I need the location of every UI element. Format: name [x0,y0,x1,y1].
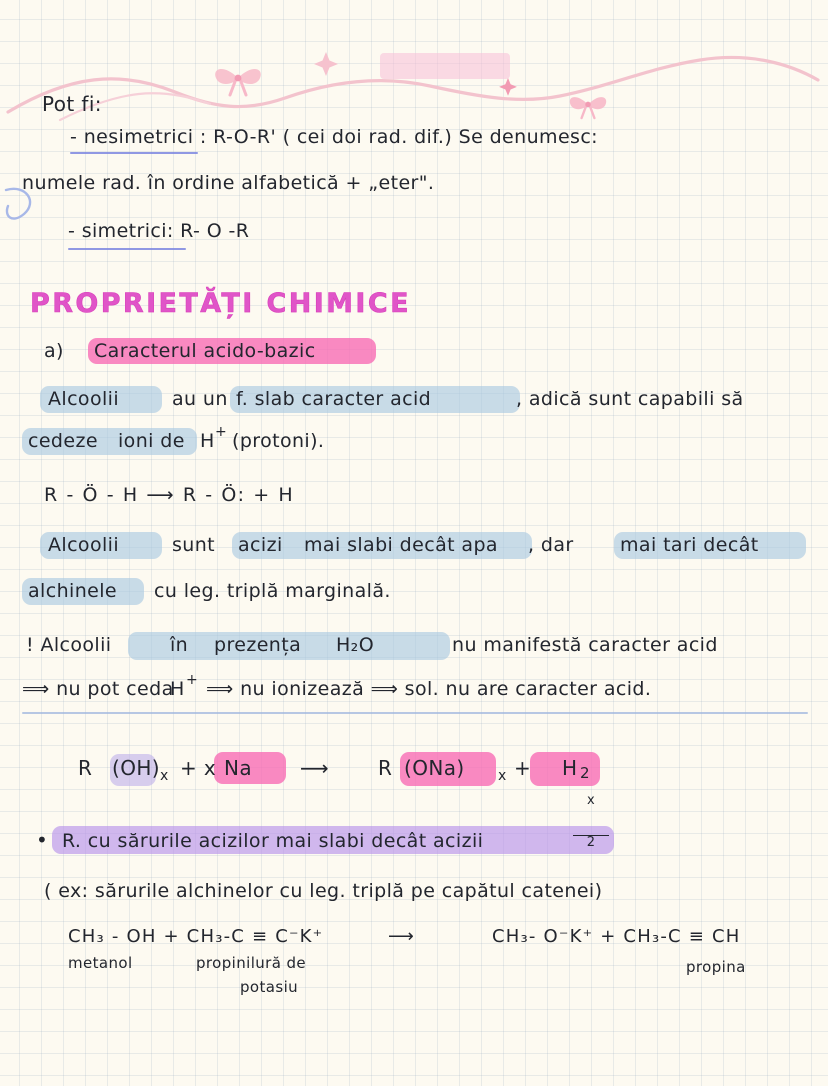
eq2-oh: (OH) [112,756,160,780]
pink-ribbon-swirl-icon [0,20,828,130]
p3-nu-pot-ceda: ⟹ nu pot ceda [22,678,174,700]
p1-h: H [200,430,215,452]
p1-cedeze: cedeze [28,430,98,452]
eq2-ona: (ONa) [404,756,465,780]
heading-proprietati-chimice: PROPRIETĂȚI CHIMICE [30,288,411,319]
section-a-title: Caracterul acido-bazic [94,340,316,362]
line-numele-rad: numele rad. în ordine alfabetică + „eter". [22,172,435,194]
equation-alcool-ionizare: R - Ö - H ⟶ R - Ö: + H [44,484,295,506]
p3-h2o: H₂O [336,634,375,656]
p3-nu-ionizeaza: ⟹ nu ionizează ⟹ sol. nu are caracter acid. [206,678,652,700]
eq2-plus-x: + x [180,756,217,780]
p1-alcoolii: Alcoolii [48,388,120,410]
eq3-label-propinilura: propinilură de [196,954,307,972]
p2-leg-tripla: cu leg. triplă marginală. [154,580,391,602]
p3-h: H [170,678,185,700]
eq2-frac-den: 2 [573,835,609,850]
p1-slab-caracter-acid: f. slab caracter acid [236,388,432,410]
eq3-arrow: ⟶ [388,926,416,947]
underline-paragraph3 [22,712,808,714]
line-pot-fi: Pot fi: [42,92,102,116]
p1-h-plus: + [215,424,228,440]
eq3-left: CH₃ - OH + CH₃-C ≡ C⁻K⁺ [68,926,324,947]
eq3-right: CH₃- O⁻K⁺ + CH₃-C ≡ CH [492,926,741,947]
line-nesimetrici: - nesimetrici : R-O-R' ( cei doi rad. dif.) Se denumesc: [70,126,598,148]
eq2-h-sub: 2 [580,764,590,782]
eq2-ona-sub: x [498,768,507,784]
p2-mai-slabi-decat-apa: mai slabi decât apa [304,534,498,556]
p2-mai-tari-decat: mai tari decât [620,534,759,556]
p2-acizi: acizi [238,534,283,556]
eq2-na: Na [224,756,253,780]
eq2-arrow: ⟶ [300,756,330,780]
p1-adica: , adică sunt capabili să [516,388,744,410]
p2-alcoolii: Alcoolii [48,534,120,556]
p1-ioni-de: ioni de [118,430,185,452]
bullet-dot: • [36,828,49,852]
example-text: ( ex: sărurile alchinelor cu leg. triplă pe capătul catenei) [44,880,603,902]
p1-au-un: au un [172,388,228,410]
eq3-label-potasiu: potasiu [240,978,299,996]
eq2-h: H [562,756,578,780]
eq2-oh-sub: x [160,768,169,784]
section-a-label: a) [44,340,64,362]
eq3-label-propina: propina [686,958,746,976]
eq2-r: R [78,756,93,780]
bullet-text: R. cu sărurile acizilor mai slabi decât acizii [62,830,484,852]
p2-sunt: sunt [172,534,216,556]
eq2-r2: R [378,756,393,780]
eq3-label-metanol: metanol [68,954,133,972]
p1-protoni: (protoni). [232,430,325,452]
p2-alchinele: alchinele [28,580,117,602]
p2-dar: , dar [528,534,574,556]
eq2-frac-num: x [587,793,596,809]
p3-in: în [170,634,189,656]
p3-prezenta: prezența [214,634,302,656]
p3-alcoolii: ! Alcoolii [26,634,112,656]
eq2-plus: + [514,756,532,780]
underline-nesimetrici [70,152,198,154]
underline-simetrici [68,248,186,250]
p3-nu-manifesta: nu manifestă caracter acid [452,634,718,656]
p3-h-plus: + [186,672,199,688]
line-simetrici: - simetrici: R- O -R [68,220,250,242]
